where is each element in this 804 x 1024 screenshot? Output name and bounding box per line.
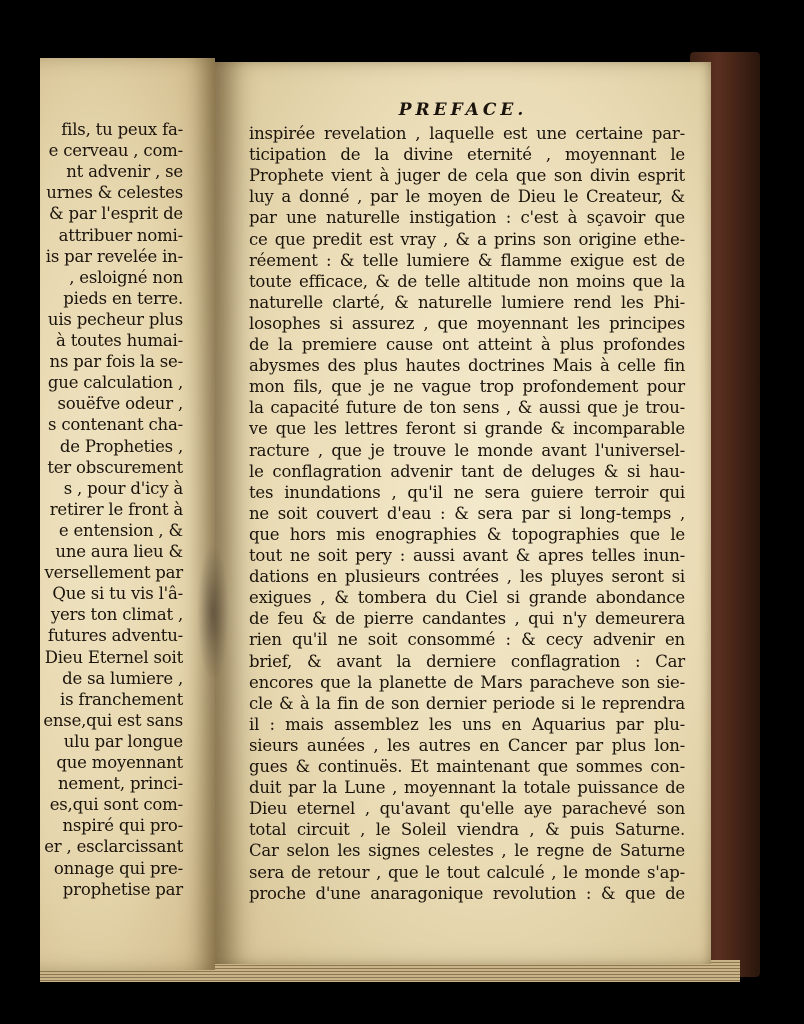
text-line: le conflagration advenir tant de deluges & si hau- — [249, 461, 685, 481]
text-line: is par revelée in- — [45, 246, 183, 266]
text-line: de feu & de pierre candantes , qui n'y demeurera — [249, 609, 685, 629]
text-line: nt advenir , se — [66, 162, 183, 182]
right-page — [215, 62, 711, 964]
text-line: retirer le front à — [49, 499, 183, 519]
text-line: nement, princi- — [58, 774, 183, 794]
text-line: yers ton climat , — [50, 605, 183, 625]
text-line: Dieu Eternel soit — [44, 647, 183, 667]
text-line: Que si tu vis l'â- — [52, 584, 183, 604]
text-line: encores que la planette de Mars paracheve son sie- — [249, 672, 685, 692]
text-line: attribuer nomi- — [58, 225, 183, 245]
text-line: proche d'une anaragonique revolution : & que de — [249, 883, 685, 903]
text-line: Dieu eternel , qu'avant qu'elle aye parachevé son — [249, 799, 685, 819]
text-line: s contenant cha- — [48, 415, 183, 435]
text-line: souëfve odeur , — [57, 394, 183, 414]
text-line: naturelle clarté, & naturelle lumiere rend les Phi- — [249, 292, 685, 312]
text-line: une aura lieu & — [55, 542, 183, 561]
text-line: cle & à la fin de son dernier periode si le reprendra — [249, 693, 685, 713]
text-line: ve que les lettres feront si grande & incomparable — [249, 419, 685, 439]
text-line: rien qu'il ne soit consommé : & cecy advenir en — [249, 630, 685, 650]
text-line: de la premiere cause ont atteint à plus profondes — [249, 335, 685, 354]
text-line: & par l'esprit de — [48, 204, 183, 224]
text-line: ticipation de la divine eternité , moyennant le — [249, 145, 685, 165]
text-line: pieds en terre. — [63, 288, 183, 308]
text-line: que hors mis enographies & topographies que le — [249, 524, 685, 544]
text-line: urnes & celestes — [46, 183, 183, 203]
text-line: la capacité future de ton sens , & aussi que je trou- — [249, 398, 685, 418]
ink-stain — [198, 548, 228, 678]
text-line: brief, & avant la derniere conflagration : Car — [249, 651, 685, 671]
left-page — [40, 58, 215, 970]
text-line: que moyennant — [56, 753, 183, 772]
text-line: gues & continuës. Et maintenant que sommes con- — [249, 757, 685, 776]
text-line: à toutes humai- — [56, 331, 183, 350]
text-line: prophetise par — [62, 879, 183, 899]
text-line: exigues , & tombera du Ciel si grande abondance — [249, 588, 685, 608]
text-line: uis pecheur plus — [47, 309, 183, 329]
text-line: par une naturelle instigation : c'est à sçavoir que — [249, 208, 685, 228]
text-line: ter obscurement — [47, 457, 183, 477]
text-line: losophes si assurez , que moyennant les principes — [249, 313, 685, 333]
text-line: fils, tu peux fa- — [61, 120, 183, 139]
page-header: PREFACE. — [398, 100, 528, 120]
text-line: sieurs aunées , les autres en Cancer par plus lon- — [249, 735, 685, 755]
text-line: e cerveau , com- — [48, 141, 183, 161]
text-line: s , pour d'icy à — [63, 478, 183, 498]
text-line: , esloigné non — [69, 267, 183, 287]
text-line: toute efficace, & de telle altitude non moins que la — [249, 271, 685, 291]
text-line: ense,qui est sans — [43, 710, 183, 730]
text-line: futures adventu- — [47, 626, 183, 646]
text-line: versellement par — [44, 563, 183, 583]
text-line: tout ne soit pery : aussi avant & apres telles inun- — [249, 546, 685, 565]
text-line: luy a donné , par le moyen de Dieu le Createur, & — [249, 187, 685, 207]
text-line: er , esclarcissant — [44, 837, 183, 857]
text-line: dations en plusieurs contrées , les pluyes seront si — [249, 567, 685, 587]
text-line: ne soit couvert d'eau : & sera par si long-temps , — [249, 503, 685, 523]
text-line: de sa lumiere , — [62, 668, 183, 688]
text-line: inspirée revelation , laquelle est une certaine par- — [249, 124, 685, 143]
text-line: e entension , & — [58, 520, 183, 540]
text-line: duit par la Lune , moyennant la totale puissance de — [249, 778, 685, 798]
text-line: tes inundations , qu'il ne sera guiere terroir qui — [249, 482, 685, 502]
text-line: mon fils, que je ne vague trop profondement pour — [249, 377, 685, 397]
text-line: ulu par longue — [63, 731, 183, 751]
text-line: ce que predit est vray , & a prins son origine ethe- — [249, 229, 685, 249]
text-line: racture , que je trouve le monde avant l'universel- — [249, 440, 685, 460]
text-line: onnage qui pre- — [53, 858, 183, 878]
text-line: abysmes des plus hautes doctrines Mais à celle fin — [249, 356, 685, 376]
text-line: de Propheties , — [59, 436, 183, 456]
text-line: ns par fois la se- — [49, 352, 183, 372]
text-line: Car selon les signes celestes , le regne de Saturne — [249, 841, 685, 861]
text-line: gue calculation , — [47, 373, 183, 393]
text-line: Prophete vient à juger de cela que son divin esprit — [249, 166, 685, 186]
text-line: sera de retour , que le tout calculé , le monde s'ap- — [249, 862, 685, 882]
text-line: il : mais assemblez les uns en Aquarius par plu- — [249, 714, 685, 734]
text-line: total circuit , le Soleil viendra , & puis Saturne. — [249, 820, 685, 840]
text-line: réement : & telle lumiere & flamme exigue est de — [249, 250, 685, 270]
text-line: es,qui sont com- — [49, 795, 183, 815]
text-line: is franchement — [60, 689, 183, 709]
text-line: nspiré qui pro- — [62, 816, 183, 836]
